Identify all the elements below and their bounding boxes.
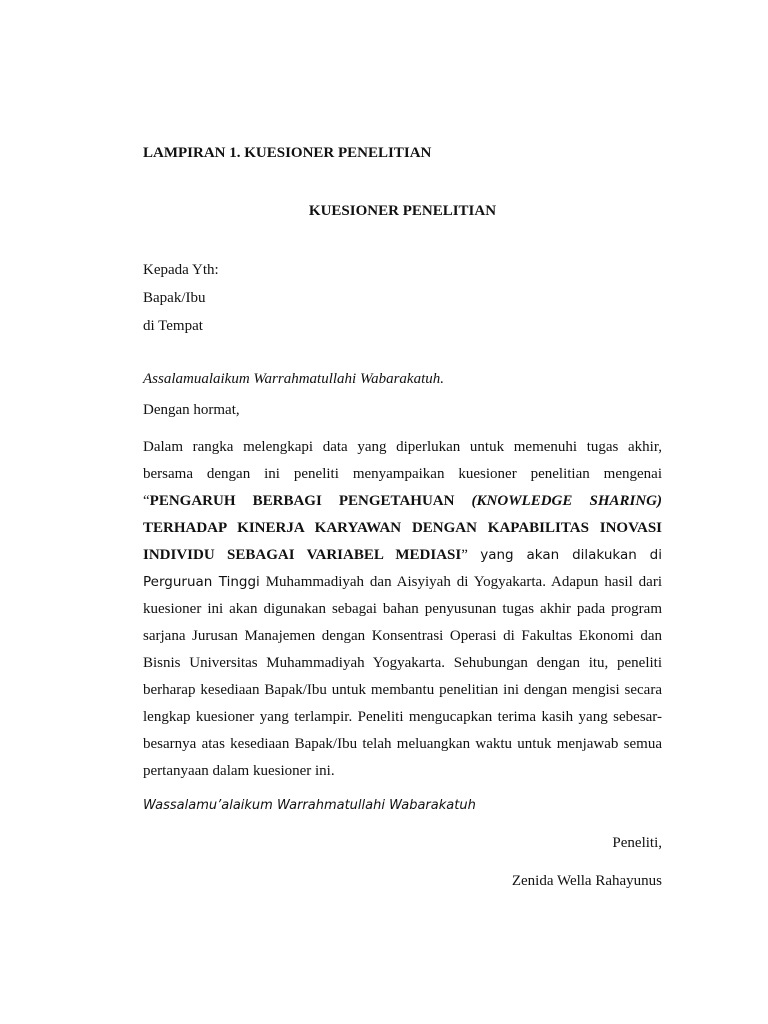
research-title-part3: TERHADAP KINERJA KARYAWAN DENGAN KAPABILITAS INOVASI INDIVIDU SEBAGAI VARIABEL MEDIASI: [143, 520, 662, 563]
body-intro: Dalam rangka melengkapi data yang diperlukan untuk memenuhi tugas akhir, bersama dengan ini peneliti menyampaikan kuesioner penelitian mengenai “: [143, 439, 662, 509]
closing-greeting: Wassalamu’alaikum Warrahmatullahi Wabarakatuh: [143, 798, 476, 813]
research-title-part1: PENGARUH BERBAGI PENGETAHUAN: [149, 493, 455, 509]
address-place: di Tempat: [143, 318, 203, 334]
address-to: Kepada Yth:: [143, 262, 219, 278]
signature-role: Peneliti,: [612, 835, 662, 851]
appendix-title: LAMPIRAN 1. KUESIONER PENELITIAN: [143, 145, 432, 161]
body-rest: Muhammadiyah dan Aisyiyah di Yogyakarta. Adapun hasil dari kuesioner ini akan digunakan sebagai bahan penyusunan tugas akhir pada program sarjana Jurusan Manajemen dengan Konsentrasi Operasi di Fakultas Ekonomi dan Bisnis Universitas Muhammadiyah Yogyakarta. Sehubungan dengan itu, peneliti berharap kesediaan Bapak/Ibu untuk membantu penelitian ini dengan mengisi secara lengkap kuesioner yang terlampir. Peneliti mengucapkan terima kasih yang sebesar-besarnya atas kesediaan Bapak/Ibu telah meluangkan waktu untuk menjawab semua pertanyaan dalam kuesioner ini.: [143, 574, 662, 779]
address-recipient: Bapak/Ibu: [143, 290, 206, 306]
signature-name: Zenida Wella Rahayunus: [511, 873, 662, 889]
salutation: Dengan hormat,: [143, 402, 240, 418]
document-title: KUESIONER PENELITIAN: [308, 203, 497, 219]
research-title-part2: (KNOWLEDGE SHARING): [471, 493, 662, 509]
opening-greeting: Assalamualaikum Warrahmatullahi Wabarakatuh.: [143, 371, 444, 387]
quote-close: ”: [461, 547, 468, 563]
body-paragraph: [143, 434, 662, 785]
body-location-phrase: yang akan dilakukan di Perguruan Tinggi: [143, 547, 662, 590]
